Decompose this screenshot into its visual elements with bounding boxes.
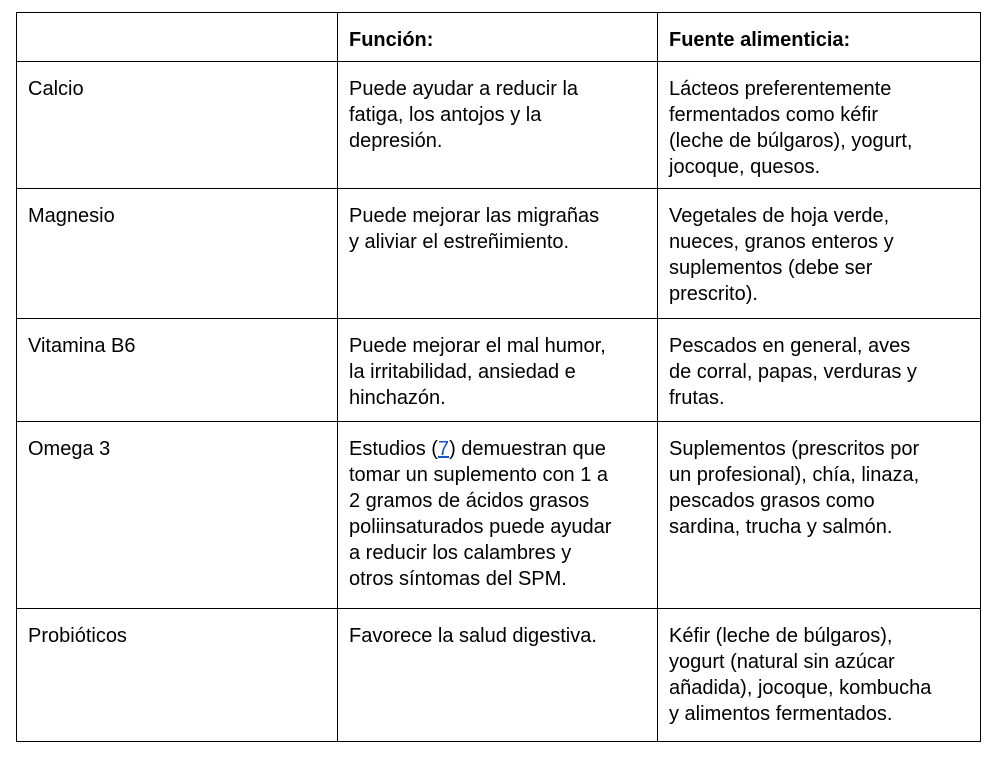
source-line: suplementos (debe ser	[669, 257, 873, 279]
table-row	[17, 189, 981, 319]
header-empty-cell	[17, 13, 338, 62]
source-line: sardina, trucha y salmón.	[669, 516, 893, 538]
nutrient-name: Vitamina B6	[17, 319, 338, 422]
function-line: fatiga, los antojos y la	[349, 104, 542, 126]
function-line: Favorece la salud digestiva.	[349, 625, 597, 647]
function-line: otros síntomas del SPM.	[349, 568, 567, 590]
nutrient-name: Calcio	[17, 62, 338, 189]
table-header-row	[17, 13, 981, 62]
source-line: prescrito).	[669, 283, 758, 305]
table-row	[17, 319, 981, 422]
function-line: y aliviar el estreñimiento.	[349, 231, 570, 253]
function-line: hinchazón.	[349, 387, 446, 409]
function-line: Puede mejorar las migrañas	[349, 205, 600, 227]
source-line: Vegetales de hoja verde,	[669, 205, 890, 227]
function-text: ) demuestran que	[449, 438, 606, 460]
source-line: Kéfir (leche de búlgaros),	[669, 625, 893, 647]
food-source-cell	[658, 319, 981, 422]
source-line: Pescados en general, aves	[669, 335, 911, 357]
function-line: 2 gramos de ácidos grasos	[349, 490, 590, 512]
food-source-cell	[658, 62, 981, 189]
function-text: Estudios (	[349, 438, 438, 460]
function-cell	[338, 189, 658, 319]
nutrient-name: Probióticos	[17, 609, 338, 742]
function-line	[349, 436, 647, 462]
food-source-cell	[658, 422, 981, 609]
table-row	[17, 609, 981, 742]
function-line: depresión.	[349, 130, 443, 152]
source-line: Suplementos (prescritos por	[669, 438, 920, 460]
food-source-cell	[658, 609, 981, 742]
source-line: yogurt (natural sin azúcar	[669, 651, 895, 673]
source-line: Lácteos preferentemente	[669, 78, 892, 100]
source-line: pescados grasos como	[669, 490, 875, 512]
document-page	[16, 12, 981, 742]
nutrient-name: Omega 3	[17, 422, 338, 609]
source-line: jocoque, quesos.	[669, 156, 821, 178]
function-line: la irritabilidad, ansiedad e	[349, 361, 576, 383]
table-row	[17, 422, 981, 609]
reference-link[interactable]: 7	[437, 438, 450, 460]
source-line: un profesional), chía, linaza,	[669, 464, 920, 486]
header-function: Función:	[338, 13, 658, 62]
source-line: fermentados como kéfir	[669, 104, 878, 126]
function-line: Puede ayudar a reducir la	[349, 78, 579, 100]
food-source-cell	[658, 189, 981, 319]
nutrient-name: Magnesio	[17, 189, 338, 319]
header-food-source: Fuente alimenticia:	[658, 13, 981, 62]
source-line: nueces, granos enteros y	[669, 231, 894, 253]
function-cell	[338, 62, 658, 189]
table-row	[17, 62, 981, 189]
source-line: y alimentos fermentados.	[669, 703, 893, 725]
function-cell	[338, 609, 658, 742]
function-cell	[338, 319, 658, 422]
function-line: tomar un suplemento con 1 a	[349, 464, 609, 486]
nutrient-table	[16, 12, 981, 742]
source-line: de corral, papas, verduras y	[669, 361, 917, 383]
source-line: (leche de búlgaros), yogurt,	[669, 130, 913, 152]
source-line: frutas.	[669, 387, 725, 409]
source-line: añadida), jocoque, kombucha	[669, 677, 932, 699]
function-cell	[338, 422, 658, 609]
function-line: a reducir los calambres y	[349, 542, 572, 564]
function-line: poliinsaturados puede ayudar	[349, 516, 612, 538]
function-line: Puede mejorar el mal humor,	[349, 335, 606, 357]
